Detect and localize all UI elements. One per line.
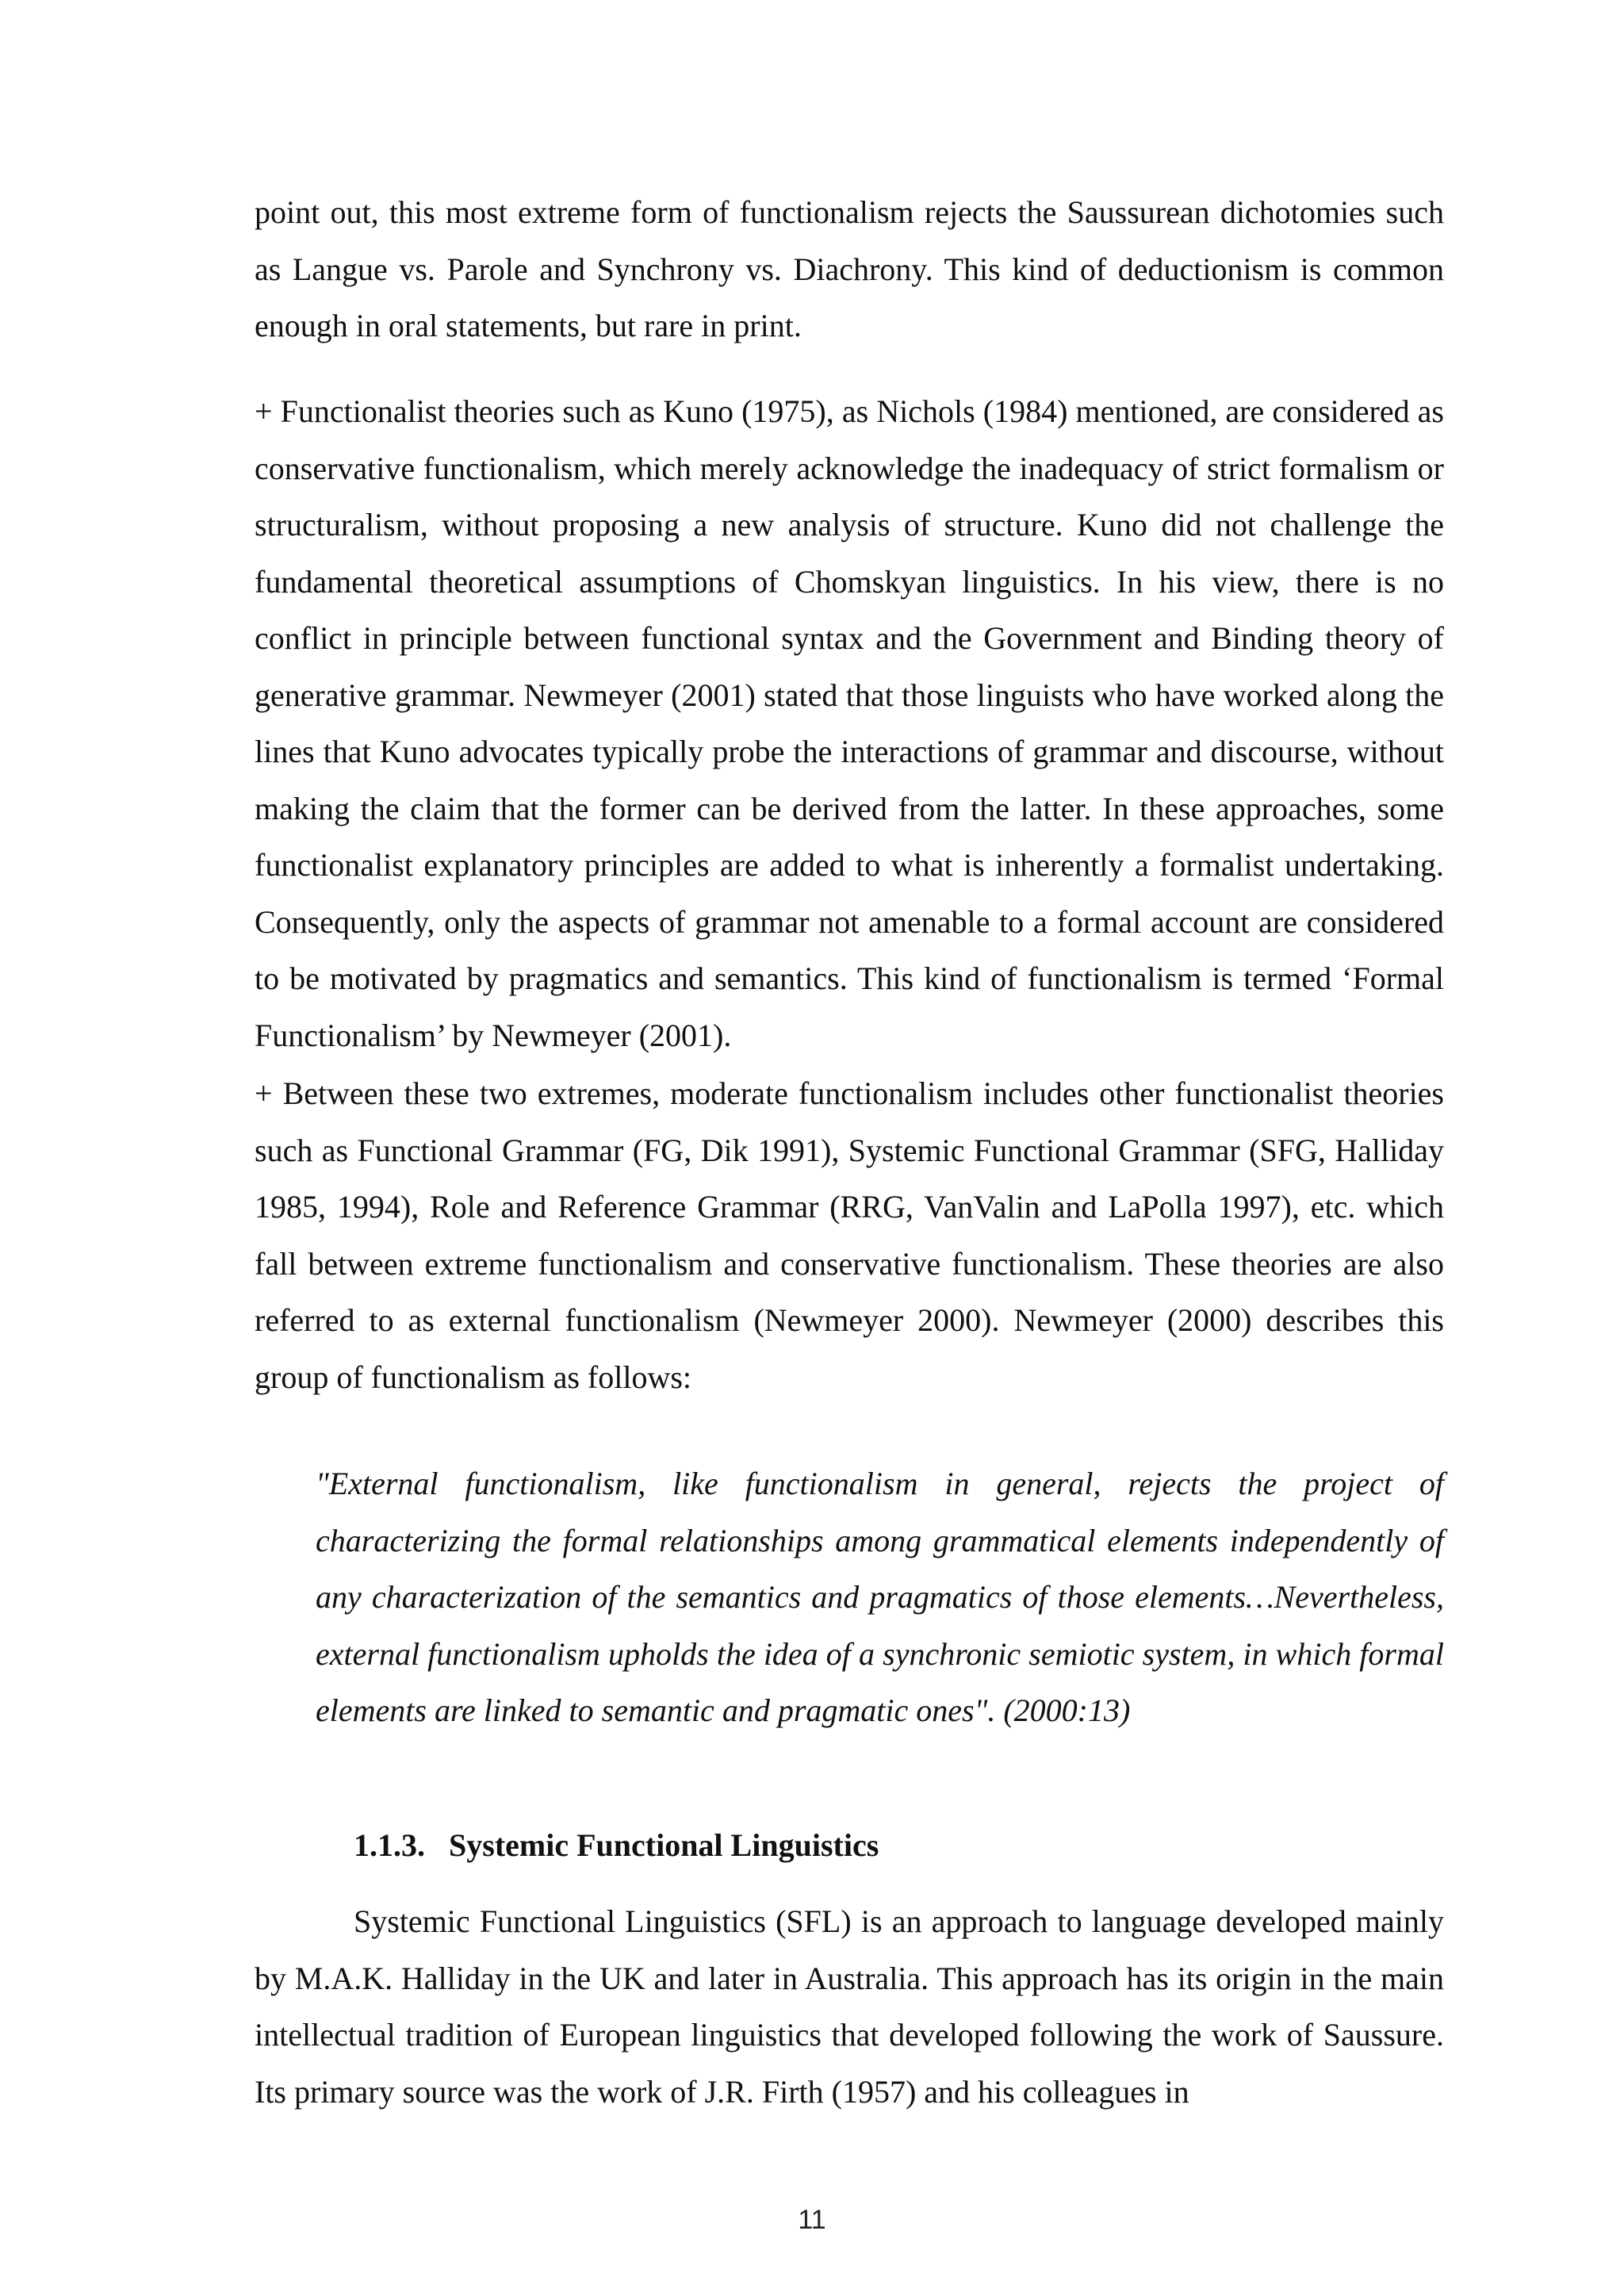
body-paragraph: + Functionalist theories such as Kuno (1975), as Nichols (1984) mentioned, are considered as conservative functionalism, which merely acknowledge the inadequacy of strict formalism or structuralism, without proposing a new analysis of structure. Kuno did not challenge the fundamental theoretical assumptions of Chomskyan linguistics. In his view, there is no conflict in principle between functional syntax and the Government and Binding theory of generative grammar. Newmeyer (2001) stated that those linguists who have worked along the lines that Kuno advocates typically probe the interactions of grammar and discourse, without making the claim that the former can be derived from the latter. In these approaches, some functionalist explanatory principles are added to what is inherently a formalist undertaking. Consequently, only the aspects of grammar not amenable to a formal account are considered to be motivated by pragmatics and semantics. This kind of functionalism is termed ‘Formal Functionalism’ by Newmeyer (2001). (255, 393, 1444, 1053)
section-number: 1.1.3. (354, 1827, 425, 1863)
section-title: Systemic Functional Linguistics (449, 1827, 879, 1863)
page-number: 11 (798, 2205, 826, 2235)
body-paragraph: + Between these two extremes, moderate functionalism includes other functionalist theories such as Functional Grammar (FG, Dik 1991), Systemic Functional Grammar (SFG, Halliday 1985, 1994), Role and Reference Grammar (RRG, VanValin and LaPolla 1997), etc. which fall between extreme functionalism and conservative functionalism. These theories are also referred to as external functionalism (Newmeyer 2000). Newmeyer (2000) describes this group of functionalism as follows: (255, 1075, 1444, 1395)
block-quote: "External functionalism, like functionalism in general, rejects the project of characterizing the formal relationships among grammatical elements independently of any characterization of the semantics and pragmatics of those elements…Nevertheless, external functionalism upholds the idea of a synchronic semiotic system, in which formal elements are linked to semantic and pragmatic ones". (2000:13) (316, 1466, 1444, 1728)
body-paragraph: Systemic Functional Linguistics (SFL) is an approach to language developed mainly by M.A.K. Halliday in the UK and later in Australia. This approach has its origin in the main intellectual tradition of European linguistics that developed following the work of Saussure. Its primary source was the work of J.R. Firth (1957) and his colleagues in (255, 1903, 1444, 2110)
body-paragraph: point out, this most extreme form of functionalism rejects the Saussurean dichotomies such as Langue vs. Parole and Synchrony vs. Diachrony. This kind of deductionism is common enough in oral statements, but rare in print. (255, 194, 1444, 343)
section-heading (354, 1822, 879, 1869)
